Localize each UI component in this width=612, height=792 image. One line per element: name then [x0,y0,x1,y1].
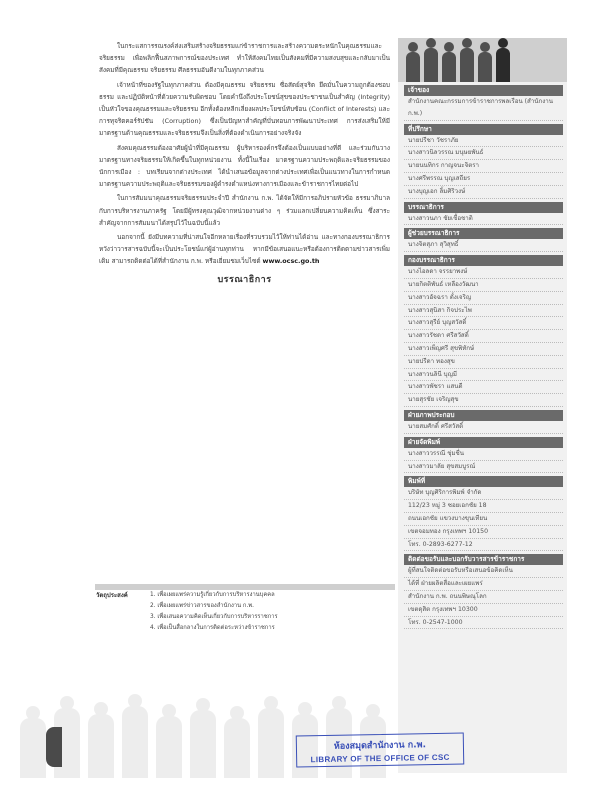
sidebar-heading: ผู้ช่วยบรรณาธิการ [404,228,563,239]
objective-item: 3. เพื่อเสนอความคิดเห็นเกี่ยวกับการบริหารราชการ [150,614,278,620]
editorial-paragraph: สังคมคุณธรรมต้องอาศัยผู้นำที่มีคุณธรรม ผู้บริหารองค์กรจึงต้องเป็นแบบอย่างที่ดี และร่วมกันวางมาตรฐานทางจริยธรรมให้เกิดขึ้นในทุกหน่วยงาน ทั้งนี้ในเรื่อง มาตรฐานความประพฤติและจริยธรรมของนักการเมือง : บทเรียนจากต่างประเทศ ได้นำเสนอข้อมูลจากต่างประเทศเพื่อเป็นแนวทางในการกำหนดมาตรฐานความประพฤติและจริยธรรมของผู้ดำรงตำแหน่งทางการเมืองและข้าราชการไทยต่อไป [99,143,390,189]
website-url[interactable]: www.ocsc.go.th [262,257,320,266]
sidebar-heading: ติดต่อขอรับและบอกรับวารสารข้าราชการ [404,554,563,565]
editorial-paragraph: ในกระแสการรณรงค์ส่งเสริมสร้างจริยธรรมแก่ข้าราชการและสร้างความตระหนักในคุณธรรมและจริยธรรม เพื่อพลิกฟื้นสภาพการณ์ของประเทศ ทำให้สังคมไทยเป็นสังคมที่มีความสงบสุขและกลับมาเป็นสังคมที่มีคุณธรรม จริยธรรม ศีลธรรมอันดีงามในทุกภาคส่วน [99,42,390,75]
sidebar-heading: เจ้าของ [404,85,563,96]
sidebar-line: นายสมศักดิ์ ศรีสวัสดิ์ [404,421,563,434]
sidebar-line: นายนนทิกร กาญจนะจิตรา [404,160,563,173]
sidebar-line: นายปรีดา ทองสุข [404,356,563,369]
sidebar-line: โทร. 0-2893-6277-12 [404,539,563,552]
objectives-label: วัตถุประสงค์ [96,592,128,599]
sidebar-line: นางสาวรัชดา ศรีสวัสดิ์ [404,330,563,343]
sidebar-line: เขตดุสิต กรุงเทพฯ 10300 [404,604,563,617]
stamp-thai-text: ห้องสมุดสำนักงาน ก.พ. [333,740,427,752]
objectives-list [150,590,278,634]
sidebar-line: นางศรีพรรณ บุญเสถียร [404,173,563,186]
objective-item: 2. เพื่อเผยแพร่ข่าวสารของสำนักงาน ก.พ. [150,603,254,609]
sidebar-heading: บรรณาธิการ [404,202,563,213]
editorial-column [99,40,390,584]
sidebar-line: บริษัท บุญศิริการพิมพ์ จำกัด [404,487,563,500]
sidebar-line: เขตจอมทอง กรุงเทพฯ 10150 [404,526,563,539]
sidebar-line: นางสาวนิลวรรณ มนุษยพันธ์ [404,147,563,160]
sidebar-line: นางสาวอัจฉรา ตั้งเจริญ [404,292,563,305]
editorial-paragraph [99,231,390,268]
sidebar-line: นางสาววรรณี ชุ่มชื่น [404,448,563,461]
editorial-paragraph: ในการสัมมนาคุณธรรมจริยธรรมประจำปี สำนักงาน ก.พ. ได้จัดให้มีการอภิปรายหัวข้อ ธรรมาภิบาลกับการบริหารงานภาครัฐ โดยมีผู้ทรงคุณวุฒิจากหน่วยงานต่าง ๆ ร่วมแลกเปลี่ยนความคิดเห็น ซึ่งสาระสำคัญจากการสัมมนาได้สรุปไว้ในฉบับนี้แล้ว [99,194,390,227]
objective-item: 1. เพื่อเผยแพร่ความรู้เกี่ยวกับการบริหารงานบุคคล [150,592,275,598]
sidebar-line: โทร. 0-2547-1000 [404,617,563,630]
masthead-sidebar [398,38,567,773]
editorial-paragraph-text: นอกจากนี้ ยังมีบทความที่น่าสนใจอีกหลายเรื่องที่รวบรวมไว้ให้ท่านได้อ่าน และทางกองบรรณาธิการหวังว่าวารสารฉบับนี้จะเป็นประโยชน์แก่ผู้อ่านทุกท่าน หากมีข้อเสนอแนะหรือต้องการติดตามข่าวสารเพิ่มเติม สามารถติดต่อได้ที่สำนักงาน ก.พ. หรือเยี่ยมชมเว็บไซต์ [99,233,390,266]
sidebar-line: นายปรีชา วัชราภัย [404,135,563,148]
sidebar-line: นายสุรชัย เจริญสุข [404,394,563,407]
sidebar-line: นายกิตติพันธ์ เหลืองวัฒนา [404,279,563,292]
objective-item: 4. เพื่อเป็นสื่อกลางในการติดต่อระหว่างข้าราชการ [150,625,275,631]
sidebar-line: ได้ที่ ฝ่ายผลิตสื่อและเผยแพร่ [404,578,563,591]
editorial-body [99,40,390,268]
sidebar-line: นางสาวมาลัย สุขสมบูรณ์ [404,461,563,474]
sidebar-line: นางสาวสุรีย์ บุญสวัสดิ์ [404,317,563,330]
sidebar-line: นางจิตสุภา สุวิสุทธิ์ [404,239,563,252]
editorial-paragraph: เจ้าหน้าที่ของรัฐในทุกภาคส่วน ต้องมีคุณธรรม จริยธรรม ซื่อสัตย์สุจริต ยึดมั่นในความถูกต้องชอบธรรม และปฏิบัติหน้าที่ด้วยความรับผิดชอบ โดยคำนึงถึงประโยชน์สุขของประชาชนเป็นสำคัญ (Integrity) เป็นหัวใจของคุณธรรมและจริยธรรม อีกทั้งต้องหลีกเลี่ยงผลประโยชน์ทับซ้อน (Conflict of Interests) และการทุจริตคอร์รัปชัน (Corruption) ซึ่งเป็นปัญหาสำคัญที่บั่นทอนการพัฒนาประเทศ การส่งเสริมให้มีมาตรฐานด้านคุณธรรมและจริยธรรมจึงเป็นสิ่งที่ต้องดำเนินการอย่างจริงจัง [99,80,390,138]
sidebar-line: สำนักงานคณะกรรมการข้าราชการพลเรือน (สำนักงาน ก.พ.) [404,96,563,121]
stamp-english-text: LIBRARY OF THE OFFICE OF CSC [310,752,450,765]
page-tab-marker [46,727,62,767]
sidebar-heading: กองบรรณาธิการ [404,255,563,266]
sidebar-heading: ที่ปรึกษา [404,124,563,135]
sidebar-heading: ฝ่ายภาพประกอบ [404,410,563,421]
sidebar-sections [398,85,567,629]
sidebar-line: นางสาวสุนิสา กิจประไพ [404,305,563,318]
sidebar-line: 112/23 หมู่ 3 ซอยเอกชัย 18 [404,500,563,513]
sidebar-heading: พิมพ์ที่ [404,476,563,487]
sidebar-line: นางสาวนลินี บุญมี [404,369,563,382]
sidebar-line: นางบุญเอก ลิ้มศิริวงษ์ [404,186,563,199]
sidebar-line: นางสาวนภา ชัยเชื้อชาติ [404,213,563,226]
sidebar-people-graphic [398,38,567,82]
sidebar-line: นางไอลดา จรรยาพงษ์ [404,266,563,279]
sidebar-line: นางสาวเพ็ญศรี สุขพิทักษ์ [404,343,563,356]
sidebar-line: ถนนเอกชัย แขวงบางขุนเทียน [404,513,563,526]
sidebar-line: ผู้ที่สนใจติดต่อขอรับหรือเสนอข้อคิดเห็น [404,565,563,578]
library-stamp [296,733,465,768]
sidebar-line: สำนักงาน ก.พ. ถนนพิษณุโลก [404,591,563,604]
sidebar-line: นางสาวพัชรา แสนดี [404,381,563,394]
editor-signature: บรรณาธิการ [217,274,272,285]
sidebar-heading: ฝ่ายจัดพิมพ์ [404,437,563,448]
